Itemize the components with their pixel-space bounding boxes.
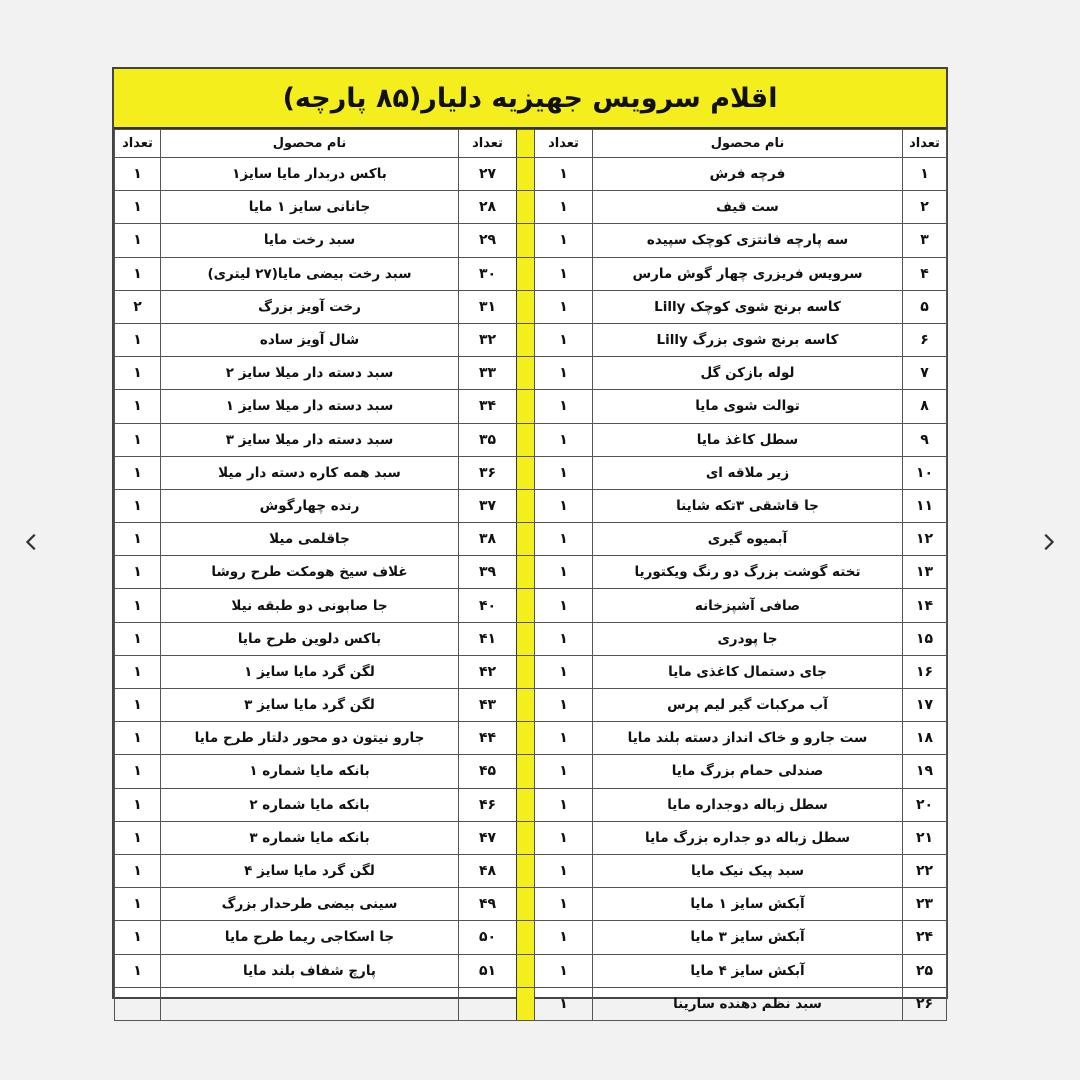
item-quantity: ۱ (535, 423, 593, 456)
item-number: ۴۰ (459, 589, 517, 622)
item-number: ۱۵ (903, 622, 947, 655)
table-row (115, 456, 947, 489)
item-number: ۴۹ (459, 888, 517, 921)
table-row (115, 556, 947, 589)
product-name: جانانی سایز ۱ مایا (161, 191, 459, 224)
item-number: ۴۴ (459, 722, 517, 755)
column-separator (517, 257, 535, 290)
item-quantity: ۱ (535, 888, 593, 921)
item-quantity: ۱ (115, 423, 161, 456)
product-name: آبکش سایز ۱ مایا (593, 888, 903, 921)
item-number: ۲۴ (903, 921, 947, 954)
item-number: ۱۳ (903, 556, 947, 589)
item-number: ۵۰ (459, 921, 517, 954)
product-name: سبد نظم دهنده سارینا (593, 987, 903, 1020)
item-number: ۲۷ (459, 158, 517, 191)
column-separator (517, 456, 535, 489)
item-quantity: ۱ (535, 357, 593, 390)
item-number: ۴۸ (459, 854, 517, 887)
product-name: سبد دسته دار میلا سایز ۳ (161, 423, 459, 456)
column-separator (517, 357, 535, 390)
column-separator (517, 854, 535, 887)
product-name: بانکه مایا شماره ۲ (161, 788, 459, 821)
item-quantity: ۱ (535, 456, 593, 489)
item-quantity: ۱ (115, 523, 161, 556)
item-quantity: ۱ (535, 523, 593, 556)
column-separator (517, 722, 535, 755)
product-name: جارو نیتون دو محور دلتار طرح مایا (161, 722, 459, 755)
product-name: سبد دسته دار میلا سایز ۲ (161, 357, 459, 390)
table-row (115, 158, 947, 191)
item-quantity: ۱ (535, 689, 593, 722)
column-separator (517, 191, 535, 224)
item-quantity: ۱ (535, 323, 593, 356)
product-name: لگن گرد مایا سایز ۳ (161, 689, 459, 722)
item-number: ۴۳ (459, 689, 517, 722)
item-quantity: ۱ (535, 755, 593, 788)
product-name: سبد رخت مایا (161, 224, 459, 257)
next-arrow-icon[interactable] (1028, 522, 1068, 562)
item-quantity: ۱ (115, 191, 161, 224)
item-number: ۳۹ (459, 556, 517, 589)
product-name: شال آویز ساده (161, 323, 459, 356)
column-separator (517, 987, 535, 1020)
item-quantity: ۱ (535, 158, 593, 191)
item-number: ۲ (903, 191, 947, 224)
item-number: ۳۸ (459, 523, 517, 556)
table-row (115, 390, 947, 423)
product-name: بانکه مایا شماره ۱ (161, 755, 459, 788)
item-quantity: ۱ (115, 622, 161, 655)
item-quantity: ۱ (115, 390, 161, 423)
table-row (115, 788, 947, 821)
product-name: جا اسکاجی ریما طرح مایا (161, 921, 459, 954)
item-quantity (115, 987, 161, 1020)
product-name: جا صابونی دو طبقه نیلا (161, 589, 459, 622)
table-row (115, 821, 947, 854)
item-quantity: ۱ (115, 556, 161, 589)
item-quantity: ۱ (115, 888, 161, 921)
header-product-name: نام محصول (161, 130, 459, 158)
item-number: ۱۶ (903, 655, 947, 688)
item-number: ۱۲ (903, 523, 947, 556)
table-row (115, 921, 947, 954)
product-name: سینی بیضی طرحدار بزرگ (161, 888, 459, 921)
item-quantity: ۱ (115, 954, 161, 987)
item-quantity: ۱ (115, 689, 161, 722)
item-quantity: ۱ (115, 655, 161, 688)
item-quantity: ۱ (115, 257, 161, 290)
column-separator (517, 489, 535, 522)
column-separator (517, 622, 535, 655)
header-number: تعداد (903, 130, 947, 158)
column-separator (517, 556, 535, 589)
item-quantity: ۱ (535, 556, 593, 589)
item-quantity: ۲ (115, 290, 161, 323)
product-name: زیر ملاقه ای (593, 456, 903, 489)
table-row (115, 224, 947, 257)
header-quantity: تعداد (535, 130, 593, 158)
header-number: تعداد (459, 130, 517, 158)
item-quantity: ۱ (535, 722, 593, 755)
product-name: رنده چهارگوش (161, 489, 459, 522)
item-quantity: ۱ (115, 788, 161, 821)
product-name: توالت شوی مایا (593, 390, 903, 423)
column-separator (517, 290, 535, 323)
product-name: ست جارو و خاک انداز دسته بلند مایا (593, 722, 903, 755)
item-number: ۶ (903, 323, 947, 356)
item-number: ۸ (903, 390, 947, 423)
product-table (114, 129, 947, 1021)
product-name: ست قیف (593, 191, 903, 224)
table-row (115, 655, 947, 688)
product-name: پارچ شفاف بلند مایا (161, 954, 459, 987)
item-quantity: ۱ (115, 357, 161, 390)
product-name: لگن گرد مایا سایز ۴ (161, 854, 459, 887)
item-number: ۱۱ (903, 489, 947, 522)
item-number (459, 987, 517, 1020)
item-number: ۲۲ (903, 854, 947, 887)
product-name: سطل زباله دوجداره مایا (593, 788, 903, 821)
table-row (115, 854, 947, 887)
item-quantity: ۱ (535, 257, 593, 290)
product-name (161, 987, 459, 1020)
item-quantity: ۱ (115, 854, 161, 887)
item-number: ۳۶ (459, 456, 517, 489)
column-separator (517, 788, 535, 821)
product-name: سطل کاغذ مایا (593, 423, 903, 456)
product-name: باکس دربدار مایا سایز۱ (161, 158, 459, 191)
item-number: ۴۲ (459, 655, 517, 688)
product-name: آبکش سایز ۴ مایا (593, 954, 903, 987)
item-quantity: ۱ (535, 821, 593, 854)
item-number: ۴۱ (459, 622, 517, 655)
product-name: سرویس فریزری چهار گوش مارس (593, 257, 903, 290)
item-quantity: ۱ (115, 921, 161, 954)
item-number: ۱ (903, 158, 947, 191)
column-separator (517, 689, 535, 722)
item-number: ۴۵ (459, 755, 517, 788)
item-quantity: ۱ (535, 788, 593, 821)
item-quantity: ۱ (535, 854, 593, 887)
item-quantity: ۱ (535, 224, 593, 257)
item-number: ۲۵ (903, 954, 947, 987)
table-row (115, 689, 947, 722)
product-name: لگن گرد مایا سایز ۱ (161, 655, 459, 688)
product-name: لوله بازکن گل (593, 357, 903, 390)
product-name: باکس دلوین طرح مایا (161, 622, 459, 655)
item-number: ۳۴ (459, 390, 517, 423)
item-quantity: ۱ (535, 191, 593, 224)
item-quantity: ۱ (115, 456, 161, 489)
item-quantity: ۱ (535, 954, 593, 987)
item-number: ۳۵ (459, 423, 517, 456)
product-name: رخت آویز بزرگ (161, 290, 459, 323)
table-row (115, 290, 947, 323)
item-quantity: ۱ (535, 987, 593, 1020)
item-quantity: ۱ (535, 655, 593, 688)
column-separator (517, 158, 535, 191)
column-separator (517, 224, 535, 257)
item-number: ۲۶ (903, 987, 947, 1020)
item-quantity: ۱ (115, 821, 161, 854)
product-name: کاسه برنج شوی بزرگ Lilly (593, 323, 903, 356)
product-name: آب مرکبات گیر لیم پرس (593, 689, 903, 722)
product-name: سبد همه کاره دسته دار میلا (161, 456, 459, 489)
table-row (115, 589, 947, 622)
item-number: ۴ (903, 257, 947, 290)
item-quantity: ۱ (535, 589, 593, 622)
table-row (115, 191, 947, 224)
item-number: ۲۰ (903, 788, 947, 821)
item-quantity: ۱ (535, 921, 593, 954)
item-number: ۴۶ (459, 788, 517, 821)
column-separator (517, 954, 535, 987)
product-name: جاقلمی میلا (161, 523, 459, 556)
product-name: کاسه برنج شوی کوچک Lilly (593, 290, 903, 323)
column-separator (517, 888, 535, 921)
product-name: صافی آشپزخانه (593, 589, 903, 622)
column-separator (517, 589, 535, 622)
item-number: ۱۹ (903, 755, 947, 788)
column-separator (517, 755, 535, 788)
product-name: فرچه فرش (593, 158, 903, 191)
item-number: ۲۸ (459, 191, 517, 224)
table-row (115, 323, 947, 356)
header-quantity: تعداد (115, 130, 161, 158)
table-row (115, 357, 947, 390)
item-number: ۱۷ (903, 689, 947, 722)
product-name: تخته گوشت بزرگ دو رنگ ویکتوریا (593, 556, 903, 589)
item-number: ۲۱ (903, 821, 947, 854)
item-number: ۱۸ (903, 722, 947, 755)
item-quantity: ۱ (535, 290, 593, 323)
item-number: ۱۰ (903, 456, 947, 489)
table-row (115, 888, 947, 921)
item-number: ۲۹ (459, 224, 517, 257)
item-number: ۳ (903, 224, 947, 257)
item-quantity: ۱ (115, 489, 161, 522)
item-quantity: ۱ (535, 390, 593, 423)
column-separator (517, 655, 535, 688)
item-quantity: ۱ (115, 323, 161, 356)
product-name: جای دستمال کاغذی مایا (593, 655, 903, 688)
item-number: ۳۱ (459, 290, 517, 323)
table-row (115, 489, 947, 522)
item-number: ۵ (903, 290, 947, 323)
item-quantity: ۱ (115, 589, 161, 622)
item-number: ۴۷ (459, 821, 517, 854)
product-name: بانکه مایا شماره ۳ (161, 821, 459, 854)
table-row (115, 987, 947, 1020)
product-name: سه پارچه فانتزی کوچک سپیده (593, 224, 903, 257)
item-quantity: ۱ (115, 224, 161, 257)
item-number: ۳۲ (459, 323, 517, 356)
item-number: ۹ (903, 423, 947, 456)
product-name: جا قاشقی ۳تکه شاینا (593, 489, 903, 522)
product-name: صندلی حمام بزرگ مایا (593, 755, 903, 788)
table-row (115, 954, 947, 987)
header-product-name: نام محصول (593, 130, 903, 158)
table-row (115, 523, 947, 556)
item-quantity: ۱ (115, 755, 161, 788)
column-separator (517, 390, 535, 423)
table-row (115, 622, 947, 655)
product-list-document (112, 67, 948, 1012)
table-row (115, 722, 947, 755)
product-name: سبد رخت بیضی مایا(۲۷ لیتری) (161, 257, 459, 290)
column-separator (517, 323, 535, 356)
product-name: جا پودری (593, 622, 903, 655)
item-number: ۵۱ (459, 954, 517, 987)
product-name: سبد پیک نیک مایا (593, 854, 903, 887)
item-number: ۷ (903, 357, 947, 390)
product-name: سطل زباله دو جداره بزرگ مایا (593, 821, 903, 854)
item-number: ۳۷ (459, 489, 517, 522)
product-name: سبد دسته دار میلا سایز ۱ (161, 390, 459, 423)
item-number: ۳۳ (459, 357, 517, 390)
column-separator (517, 423, 535, 456)
column-separator (517, 821, 535, 854)
table-header-row (115, 130, 947, 158)
product-name: آبمیوه گیری (593, 523, 903, 556)
item-quantity: ۱ (115, 158, 161, 191)
item-quantity: ۱ (535, 489, 593, 522)
product-name: آبکش سایز ۳ مایا (593, 921, 903, 954)
table-row (115, 755, 947, 788)
table-row (115, 257, 947, 290)
product-name: غلاف سیخ هومکت طرح روشا (161, 556, 459, 589)
document-title: اقلام سرویس جهیزیه دلیار(۸۵ پارچه) (114, 69, 946, 129)
item-number: ۱۴ (903, 589, 947, 622)
previous-arrow-icon[interactable] (12, 522, 52, 562)
column-separator (517, 523, 535, 556)
item-number: ۳۰ (459, 257, 517, 290)
item-quantity: ۱ (535, 622, 593, 655)
column-separator (517, 130, 535, 158)
item-quantity: ۱ (115, 722, 161, 755)
table-row (115, 423, 947, 456)
item-number: ۲۳ (903, 888, 947, 921)
column-separator (517, 921, 535, 954)
